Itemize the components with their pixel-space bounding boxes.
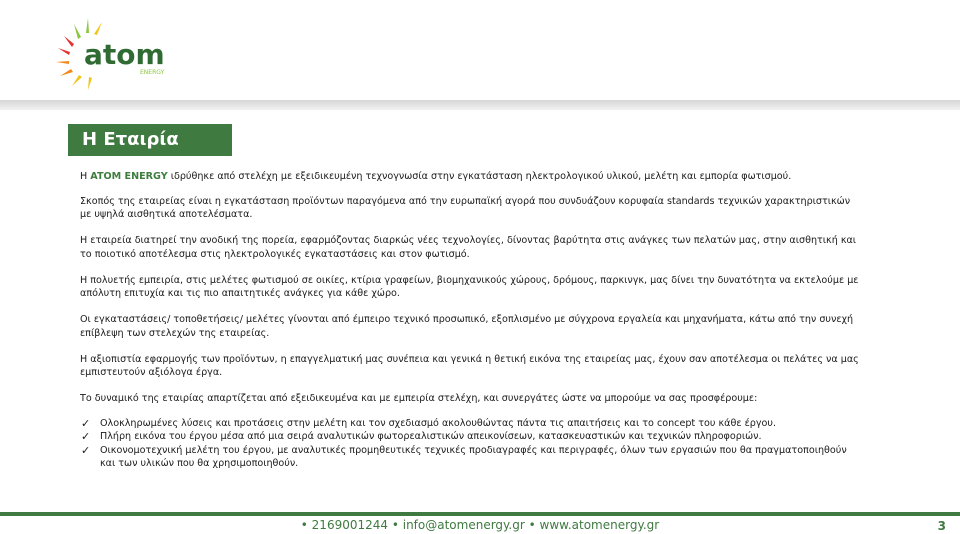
intro-rest: ιδρύθηκε από στελέχη με εξειδικευμένη τεχνογνωσία στην εγκατάσταση ηλεκτρολογικού υλικού, μελέτη και εμπορία φωτισμού. <box>167 171 792 182</box>
logo-wordmark: atom <box>84 38 165 71</box>
paragraph: Το δυναμικό της εταιρίας απαρτίζεται από εξειδικευμένα και με εμπειρία στελέχη, και συνεργάτες ώστε να μπορούμε να σας προσφέρουμε: <box>80 393 758 404</box>
main-content <box>80 170 860 471</box>
list-item <box>80 444 860 471</box>
logo-sub: ENERGY <box>140 69 165 76</box>
list-item <box>80 430 860 444</box>
paragraph: Η αξιοπιστία εφαρμογής των προϊόντων, η επαγγελματική μας συνέπεια και γενικά η θετική εικόνα της εταιρείας μας, έχουν σαν αποτέλεσμα οι πελάτες να μας εμπιστευτούν αξιόλογα έργα. <box>80 353 859 378</box>
check-icon: ✓ <box>81 416 91 430</box>
intro-paragraph <box>80 170 860 184</box>
list-item-text: Πλήρη εικόνα του έργου μέσα από μια σειρά αναλυτικών φωτορεαλιστικών απεικονίσεων, κατασκευαστικών και τεχνικών πληροφοριών. <box>100 431 762 442</box>
footer-divider <box>0 512 960 516</box>
atom-energy-logo <box>52 14 176 94</box>
paragraph: Η πολυετής εμπειρία, στις μελέτες φωτισμού σε οικίες, κτίρια γραφείων, βιομηχανικούς χώρους, δρόμους, παρκινγκ, μας δίνει την δυνατότητα να εκτελούμε με απόλυτη επιτυχία και τις πιο απαιτητικές ανάγκες για κάθε χώρο. <box>80 274 859 299</box>
intro-prefix: Η <box>80 171 91 182</box>
list-item <box>80 417 860 431</box>
page-number: 3 <box>937 519 946 533</box>
check-icon: ✓ <box>81 443 91 457</box>
paragraph: Η εταιρεία διατηρεί την ανοδική της πορεία, εφαρμόζοντας διαρκώς νέες τεχνολογίες, δίνοντας βαρύτητα στις ανάγκες των πελατών μας, στην αισθητική και το ποιοτικό αποτέλεσμα στις ηλεκτρολογικές εγκαταστάσεις και στον φωτισμό. <box>80 235 857 260</box>
paragraph: Οι εγκαταστάσεις/ τοποθετήσεις/ μελέτες γίνονται από έμπειρο τεχνικό προσωπικό, εξοπλισμένο με σύγχρονα εργαλεία και μηχανήματα, κάτω από την συνεχή επίβλεψη των στελεχών της εταιρείας. <box>80 314 854 339</box>
list-item-text: Οικονομοτεχνική μελέτη του έργου, με αναλυτικές προμηθευτικές τεχνικές προδιαγραφές και περιγραφές, όλων των εργασιών που θα πραγματοποιηθούν και των υλικών που θα χρησιμοποιηθούν. <box>100 444 847 469</box>
paragraph: Σκοπός της εταιρείας είναι η εγκατάσταση προϊόντων παραγόμενα από την ευρωπαϊκή αγορά που συνδυάζουν κορυφαία standards τεχνικών χαρακτηριστικών με υψηλά αισθητικά αποτελέσματα. <box>80 195 851 220</box>
check-icon: ✓ <box>81 430 91 443</box>
footer-contact: • 2169001244 • info@atomenergy.gr • www.atomenergy.gr <box>300 518 660 532</box>
list-item-text: Ολοκληρωμένες λύσεις και προτάσεις στην μελέτη και τον σχεδιασμό ακολουθώντας πάντα τις απαιτήσεις και το concept του κάθε έργου. <box>100 417 776 429</box>
services-list <box>80 417 860 471</box>
page-title: Η Εταιρία <box>68 124 232 156</box>
header-divider <box>0 100 960 110</box>
company-name: ATOM ENERGY <box>90 171 168 182</box>
